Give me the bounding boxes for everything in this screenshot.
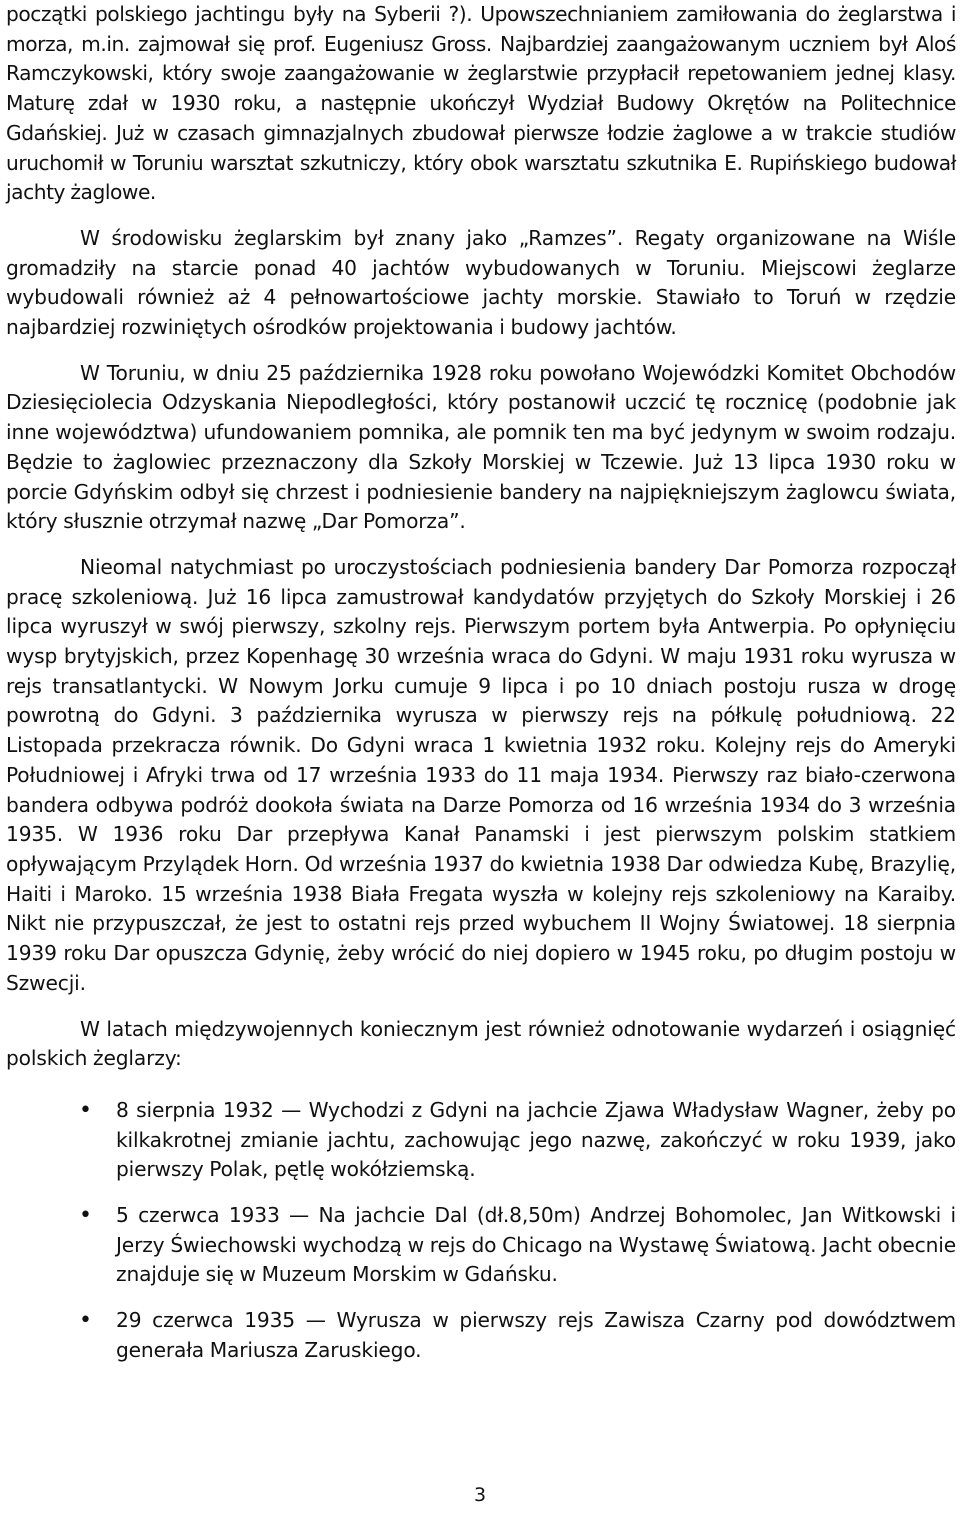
paragraph-4: Nieomal natychmiast po uroczystościach podniesienia bandery Dar Pomorza rozpoczął pracę szkoleniową. Już 16 lipca zamustrował kandydatów przyjętych do Szkoły Morskiej i 26 lipca wyruszył w swój pierwszy, szkolny rejs. Pierwszym portem była Antwerpia. Po opłynięciu wysp brytyjskich, przez Kopenhagę 30 września wraca do Gdyni. W maju 1931 roku wyrusza w rejs transatlantycki. W Nowym Jorku cumuje 9 lipca i po 10 dniach postoju rusza w drogę powrotną do Gdyni. 3 października wyrusza w pierwszy rejs na półkulę południową. 22 Listopada przekracza równik. Do Gdyni wraca 1 kwietnia 1932 roku. Kolejny rejs do Ameryki Południowej i Afryki trwa od 17 września 1933 do 11 maja 1934. Pierwszy raz biało-czerwona bandera odbywa podróż dookoła świata na Darze Pomorza od 16 września 1934 do 3 września 1935. W 1936 roku Dar przepływa Kanał Panamski i jest pierwszym polskim statkiem opływającym Przylądek Horn. Od września 1937 do kwietnia 1938 Dar odwiedza Kubę, Brazylię, Haiti i Maroko. 15 września 1938 Biała Fregata wyszła w kolejny rejs szkoleniowy na Karaiby. Nikt nie przypuszczał, że jest to ostatni rejs przed wybuchem II Wojny Światowej. 18 sierpnia 1939 roku Dar opuszcza Gdynię, żeby wrócić do niej dopiero w 1945 roku, po długim postoju w Szwecji. bbox=[6, 554, 956, 995]
list-item bbox=[6, 1306, 956, 1365]
list-item bbox=[6, 1096, 956, 1185]
list-item-text: 29 czerwca 1935 — Wyrusza w pierwszy rejs Zawisza Czarny pod dowództwem generała Mariusza Zaruskiego. bbox=[116, 1308, 956, 1362]
page-number: 3 bbox=[473, 1484, 487, 1506]
paragraph-5: W latach międzywojennych koniecznym jest również odnotowanie wydarzeń i osiągnięć polskich żeglarzy: bbox=[6, 1016, 956, 1071]
bullet-icon: • bbox=[79, 1203, 92, 1229]
paragraph-2: W środowisku żeglarskim był znany jako „Ramzes”. Regaty organizowane na Wiśle gromadziły na starcie ponad 40 jachtów wybudowanych w Toruniu. Miejscowi żeglarze wybudowali również aż 4 pełnowartościowe jachty morskie. Stawiało to Toruń w rzędzie najbardziej rozwiniętych ośrodków projektowania i budowy jachtów. bbox=[6, 225, 956, 340]
bullet-icon: • bbox=[79, 1097, 92, 1123]
paragraph-1: początki polskiego jachtingu były na Syberii ?). Upowszechnianiem zamiłowania do żeglarstwa i morza, m.in. zajmował się prof. Eugeniusz Gross. Najbardziej zaangażowanym uczniem był Aloś Ramczykowski, który swoje zaangażowanie w żeglarstwie przypłacił repetowaniem jednej klasy. Maturę zdał w 1930 roku, a następnie ukończył Wydział Budowy Okrętów na Politechnice Gdańskiej. Już w czasach gimnazjalnych zbudował pierwsze łodzie żaglowe a w trakcie studiów uruchomił w Toruniu warsztat szkutniczy, który obok warsztatu szkutnika E. Rupińskiego budował jachty żaglowe. bbox=[6, 2, 956, 205]
bullet-icon: • bbox=[79, 1308, 92, 1334]
list-item bbox=[6, 1201, 956, 1290]
list-item-text: 5 czerwca 1933 — Na jachcie Dal (dł.8,50m) Andrzej Bohomolec, Jan Witkowski i Jerzy Świechowski wychodzą w rejs do Chicago na Wystawę Światową. Jacht obecnie znajduje się w Muzeum Morskim w Gdańsku. bbox=[116, 1203, 956, 1287]
document-page bbox=[6, 0, 956, 1382]
events-list bbox=[6, 1096, 956, 1366]
list-item-text: 8 sierpnia 1932 — Wychodzi z Gdyni na jachcie Zjawa Władysław Wagner, żeby po kilkakrotnej zmianie jachtu, zachowując jego nazwę, zakończyć w roku 1939, jako pierwszy Polak, pętlę wokółziemską. bbox=[116, 1097, 956, 1182]
paragraph-3: W Toruniu, w dniu 25 października 1928 roku powołano Wojewódzki Komitet Obchodów Dziesięciolecia Odzyskania Niepodległości, który postanowił uczcić tę rocznicę (podobnie jak inne województwa) ufundowaniem pomnika, ale pomnik ten ma być jedynym w swoim rodzaju. Będzie to żaglowiec przeznaczony dla Szkoły Morskiej w Tczewie. Już 13 lipca 1930 roku w porcie Gdyńskim odbył się chrzest i podniesienie bandery na najpiękniejszym żaglowcu świata, który słusznie otrzymał nazwę „Dar Pomorza”. bbox=[6, 360, 956, 534]
